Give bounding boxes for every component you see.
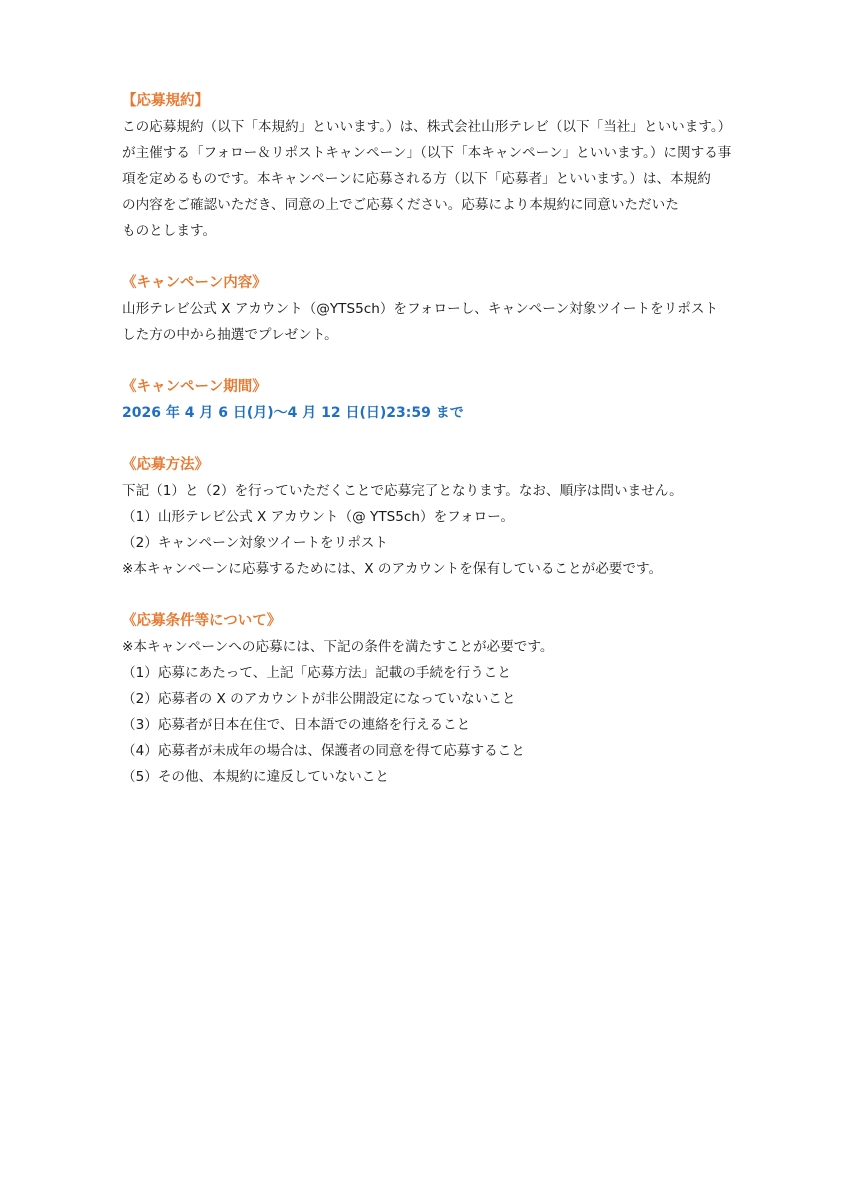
document-page	[122, 88, 734, 790]
method-line: （2）キャンペーン対象ツイートをリポスト	[122, 535, 388, 551]
content-line: した方の中から抽選でプレゼント。	[122, 327, 338, 343]
conditions-line: （2）応募者の X のアカウントが非公開設定になっていないこと	[122, 691, 516, 707]
terms-line: の内容をご確認いただき、同意の上でご応募ください。応募により本規約に同意いただいた	[122, 197, 679, 213]
conditions-heading: 《応募条件等について》	[122, 613, 282, 629]
conditions-line: ※本キャンペーンへの応募には、下記の条件を満たすことが必要です。	[122, 639, 554, 655]
section-spacer	[122, 348, 734, 374]
method-line: ※本キャンペーンに応募するためには、X のアカウントを保有していることが必要です。	[122, 561, 663, 577]
terms-line: が主催する「フォロー＆リポストキャンペーン」（以下「本キャンペーン」といいます。）に関する事	[122, 145, 732, 161]
period-text: 2026 年 4 月 6 日(月)～4 月 12 日(日)23:59 まで	[122, 405, 464, 421]
conditions-line: （1）応募にあたって、上記「応募方法」記載の手続を行うこと	[122, 665, 511, 681]
section-spacer	[122, 244, 734, 270]
terms-section	[122, 88, 734, 244]
content-line: 山形テレビ公式 X アカウント（@YTS5ch）をフォローし、キャンペーン対象ツイートをリポスト	[122, 301, 719, 317]
terms-line: この応募規約（以下「本規約」といいます。）は、株式会社山形テレビ（以下「当社」といいます。）	[122, 119, 732, 135]
terms-heading: 【応募規約】	[122, 93, 209, 109]
terms-line: ものとします。	[122, 223, 217, 239]
method-line: （1）山形テレビ公式 X アカウント（@ YTS5ch）をフォロー。	[122, 509, 514, 525]
period-heading: 《キャンペーン期間》	[122, 379, 267, 395]
content-heading: 《キャンペーン内容》	[122, 275, 267, 291]
conditions-line: （5）その他、本規約に違反していないこと	[122, 769, 389, 785]
conditions-line: （4）応募者が未成年の場合は、保護者の同意を得て応募すること	[122, 743, 525, 759]
method-line: 下記（1）と（2）を行っていただくことで応募完了となります。なお、順序は問いません。	[122, 483, 683, 499]
conditions-section	[122, 608, 734, 790]
period-section	[122, 374, 734, 426]
method-section	[122, 452, 734, 582]
section-spacer	[122, 426, 734, 452]
method-heading: 《応募方法》	[122, 457, 209, 473]
conditions-line: （3）応募者が日本在住で、日本語での連絡を行えること	[122, 717, 471, 733]
content-section	[122, 270, 734, 348]
terms-line: 項を定めるものです。本キャンペーンに応募される方（以下「応募者」といいます。）は、本規約	[122, 171, 711, 187]
section-spacer	[122, 582, 734, 608]
